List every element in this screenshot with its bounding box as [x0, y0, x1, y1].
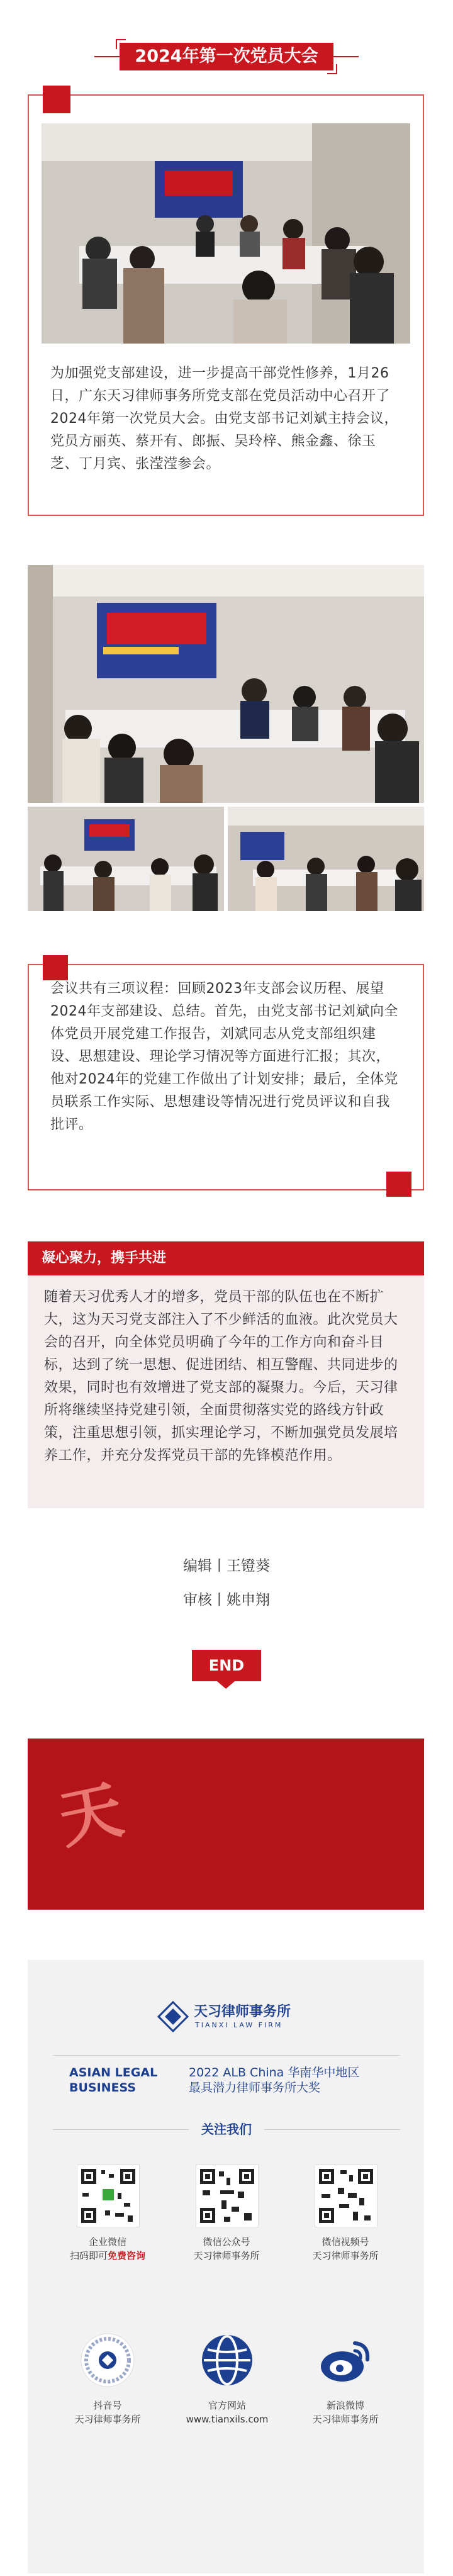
- douyin-label: [60, 2399, 155, 2426]
- award-line2: 最具潜力律师事务所大奖: [189, 2081, 321, 2095]
- meeting-photo: [42, 123, 410, 344]
- website-label: [174, 2399, 281, 2426]
- alb-logo-line1: ASIAN LEGAL: [69, 2066, 158, 2080]
- award-text: [189, 2065, 359, 2095]
- brand-glyph-icon: 天: [52, 1772, 130, 1858]
- firm-logo-icon: [157, 2001, 189, 2032]
- wechat-channels-caption: 天习律师事务所: [312, 2250, 379, 2261]
- weibo-title: 新浪微博: [326, 2400, 364, 2411]
- summary-paragraph: 随着天习优秀人才的增多，党员干部的队伍也在不断扩大，这为天习党支部注入了不少鲜活的血液。此次党员大会的召开，向全体党员明确了今年的工作方向和奋斗目标，达到了统一思想、促进团结、相互警醒、共同进步的效果，同时也有效增进了党支部的凝聚力。今后，天习律所将继续坚持党建引领，全面贯彻落实党的路线方针政策，注重思想引领，抓实理论学习，不断加强党员发展培养工作，并充分发挥党员干部的先锋模范作用。: [44, 1289, 398, 1464]
- wechat-official-caption: 天习律师事务所: [193, 2250, 260, 2261]
- frame-corner-square: [386, 1172, 411, 1197]
- intro-paragraph: 为加强党支部建设，进一步提高干部党性修养，1月26日，广东天习律师事务所党支部在党员活动中心召开了2024年第一次党员大会。由党支部书记刘斌主持会议，党员方丽英、蔡开有、郎振、吴玲梓、熊金鑫、徐玉芝、丁月宾、张滢滢参会。: [50, 366, 398, 472]
- firm-name-en: TIANXI LAW FIRM: [195, 2021, 283, 2029]
- website-title: 官方网站: [208, 2400, 246, 2411]
- weibo-caption: 天习律师事务所: [312, 2414, 379, 2425]
- footer: [28, 1960, 424, 2573]
- meeting-photo-wide: [28, 565, 424, 803]
- douyin-qr-icon[interactable]: [79, 2332, 136, 2388]
- wechat-work-qr-icon[interactable]: [77, 2164, 140, 2227]
- firm-name: 天习律师事务所: [194, 2003, 291, 2020]
- title-banner: [120, 39, 333, 74]
- frame-corner-square: [43, 86, 70, 113]
- reviewer-credit: 审核丨姚申翔: [183, 1592, 270, 1608]
- alb-logo-line2: BUSINESS: [69, 2081, 137, 2095]
- award-line1: 2022 ALB China 华南华中地区: [189, 2066, 360, 2080]
- brand-banner: [28, 1739, 424, 1910]
- website-url[interactable]: www.tianxils.com: [186, 2414, 269, 2425]
- end-tag: END: [192, 1650, 261, 1681]
- alb-logo: [69, 2065, 157, 2095]
- meeting-photo-right: [228, 807, 424, 911]
- free-consult-highlight: 免费咨询: [108, 2250, 146, 2261]
- agenda-paragraph: 会议共有三项议程：回顾2023年支部会议历程、展望2024年支部建设、总结。首先，由党支部书记刘斌向全体党员开展党建工作报告，刘斌同志从党支部组织建设、思想建设、理论学习情况等方面进行汇报；其次，他对2024年的党建工作做出了计划安排；最后，全体党员联系工作实际、思想建设等情况进行党员评议和自我批评。: [50, 981, 398, 1133]
- wechat-work-caption: [60, 2249, 155, 2263]
- title-corner-decoration: [327, 64, 337, 74]
- meeting-photo-left: [28, 807, 224, 911]
- page-title: 2024年第一次党员大会: [120, 43, 333, 70]
- wechat-work-title: 企业微信: [88, 2236, 126, 2248]
- editor-credit: 编辑丨王镫葵: [183, 1558, 270, 1574]
- wechat-official-qr-icon[interactable]: [196, 2164, 259, 2227]
- weibo-label: [298, 2399, 393, 2426]
- wechat-official-title: 微信公众号: [203, 2236, 250, 2248]
- consult-prefix: 扫码即可: [69, 2250, 108, 2261]
- wechat-official-label: [179, 2235, 274, 2263]
- section-heading: 凝心聚力，携手共进: [28, 1241, 424, 1275]
- frame-corner-square: [43, 955, 68, 980]
- firm-logo: [157, 2000, 296, 2035]
- globe-icon[interactable]: [199, 2332, 255, 2388]
- footer-divider: [53, 2055, 400, 2056]
- wechat-channels-qr-icon[interactable]: [315, 2164, 378, 2227]
- wechat-channels-title: 微信视频号: [322, 2236, 369, 2248]
- wechat-work-label: [60, 2235, 155, 2263]
- douyin-title: 抖音号: [93, 2400, 122, 2411]
- douyin-caption: 天习律师事务所: [74, 2414, 141, 2425]
- follow-title: 关注我们: [189, 2119, 264, 2139]
- weibo-icon[interactable]: [317, 2332, 374, 2388]
- wechat-channels-label: [298, 2235, 393, 2263]
